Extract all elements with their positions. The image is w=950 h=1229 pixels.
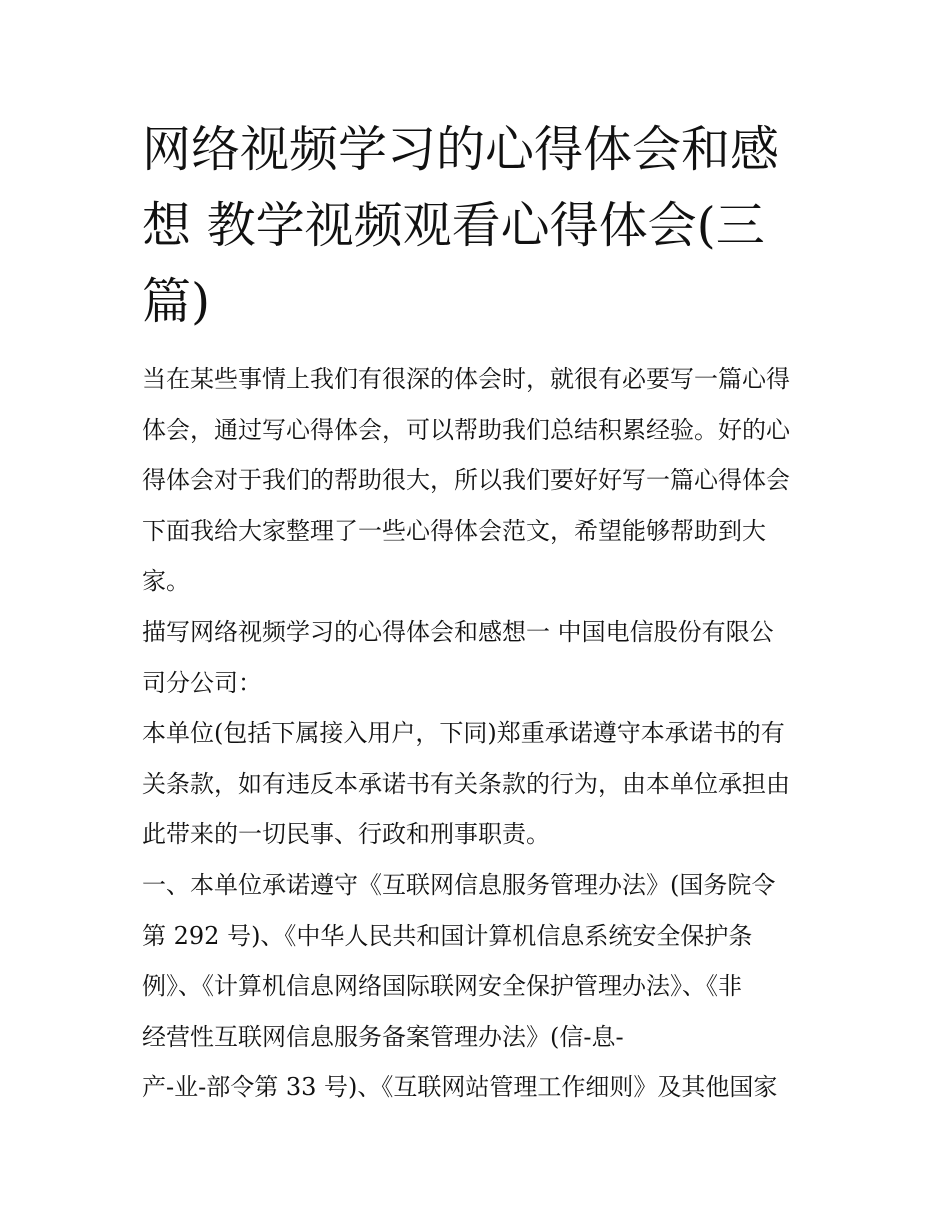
body-line: 此带来的一切民事、行政和刑事职责。 xyxy=(142,820,550,849)
body-line: 本单位(包括下属接入用户，下同)郑重承诺遵守本承诺书的有 xyxy=(142,719,785,748)
body-line: 当在某些事情上我们有很深的体会时，就很有必要写一篇心得 xyxy=(142,365,790,393)
body-line: 司分公司： xyxy=(142,668,262,697)
body-line: 例》、《计算机信息网络国际联网安全保护管理办法》、《非 xyxy=(142,972,742,1001)
body-line: 产-业-部令第 33 号)、《互联网站管理工作细则》及其他国家 xyxy=(142,1073,778,1102)
body-line: 一、本单位承诺遵守《互联网信息服务管理办法》(国务院令 xyxy=(142,870,776,899)
body-line: 体会，通过写心得体会，可以帮助我们总结积累经验。好的心 xyxy=(142,415,790,444)
title-line: 想 教学视频观看心得体会(三 xyxy=(142,197,765,254)
body-line: 得体会对于我们的帮助很大，所以我们要好好写一篇心得体会 xyxy=(142,466,790,495)
body-line: 第 292 号)、《中华人民共和国计算机信息系统安全保护条 xyxy=(142,921,753,950)
document-body xyxy=(142,354,822,1113)
title-line: 篇) xyxy=(142,273,211,330)
document-title xyxy=(142,112,822,340)
body-line: 下面我给大家整理了一些心得体会范文，希望能够帮助到大 xyxy=(142,516,766,545)
body-line: 关条款，如有违反本承诺书有关条款的行为，由本单位承担由 xyxy=(142,769,790,798)
body-line: 描写网络视频学习的心得体会和感想一 中国电信股份有限公 xyxy=(142,617,774,646)
body-line: 家。 xyxy=(142,567,190,596)
body-line: 经营性互联网信息服务备案管理办法》(信-息- xyxy=(142,1022,624,1051)
title-line: 网络视频学习的心得体会和感 xyxy=(142,121,780,178)
